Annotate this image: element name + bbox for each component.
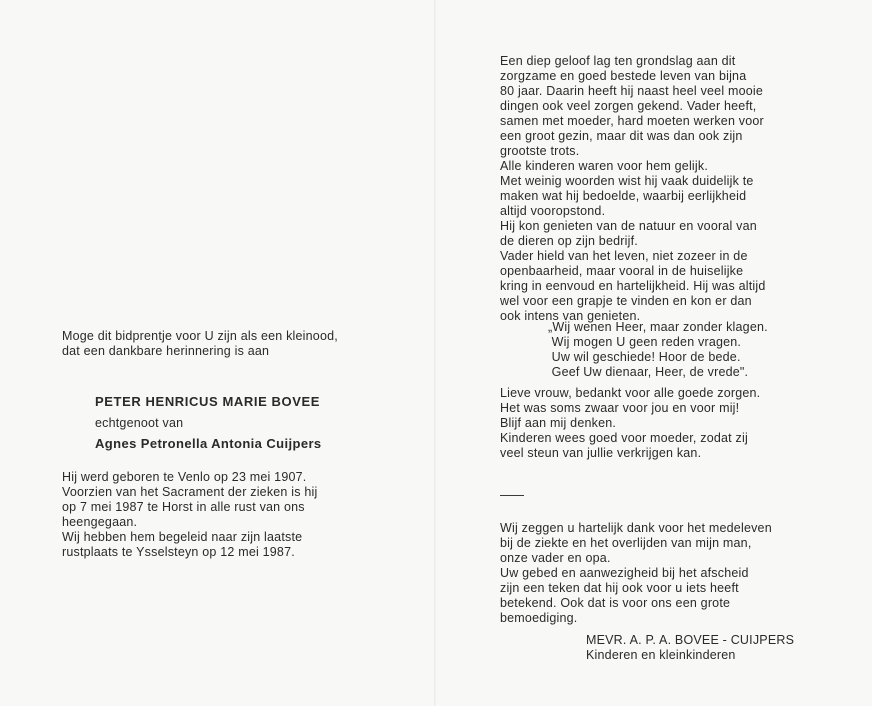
spouse-label: echtgenoot van (95, 416, 184, 430)
right-page (436, 0, 872, 706)
biography-text: Hij werd geboren te Venlo op 23 mei 1907. Voorzien van het Sacrament der zieken is hij op 7 mei 1987 te Horst in alle rust van ons heengegaan. Wij hebben hem begeleid naar zijn laatste rustplaats te Ysselsteyn op 12 mei 1987. (62, 470, 318, 559)
spouse-name: Agnes Petronella Antonia Cuijpers (95, 436, 322, 451)
deceased-name: PETER HENRICUS MARIE BOVEE (95, 394, 321, 409)
thanks-text: Wij zeggen u hartelijk dank voor het medeleven bij de ziekte en het overlijden van mijn man, onze vader en opa. Uw gebed en aanwezigheid bij het afscheid zijn een teken dat hij ook voor u iets heeft betekend. Ook dat is voor ons een grote bemoediging. (500, 521, 772, 625)
tribute-text: Een diep geloof lag ten grondslag aan dit zorgzame en goed bestede leven van bijna 80 jaar. Daarin heeft hij naast heel veel mooie dingen ook veel zorgen gekend. Vader heeft, samen met moeder, hard moeten werken voor een groot gezin, maar dit was dan ook zijn grootste trots. Alle kinderen waren voor hem gelijk. Met weinig woorden wist hij vaak duidelijk te maken wat hij bedoelde, waarbij eerlijkheid altijd vooropstond. Hij kon genieten van de natuur en vooral van de dieren op zijn bedrijf. Vader hield van het leven, niet zozeer in de openbaarheid, maar vooral in de huiselijke kring in eenvoud en hartelijkheid. Hij was altijd wel voor een grapje te vinden en kon er dan ook intens van genieten. (500, 54, 766, 323)
signature: MEVR. A. P. A. BOVEE - CUIJPERS Kinderen en kleinkinderen (586, 633, 795, 662)
separator-line (500, 495, 524, 496)
left-page (0, 0, 434, 706)
closing-words: Lieve vrouw, bedankt voor alle goede zorgen. Het was soms zwaar voor jou en voor mij! Blijf aan mij denken. Kinderen wees goed voor moeder, zodat zij veel steun van jullie verkrijgen kan. (500, 386, 761, 460)
intro-text: Moge dit bidprentje voor U zijn als een kleinood, dat een dankbare herinnering is aan (62, 329, 338, 358)
prayer-verse: „Wij wenen Heer, maar zonder klagen. Wij mogen U geen reden vragen. Uw wil geschiede! Hoor de bede. Geef Uw dienaar, Heer, de vrede". (548, 320, 768, 379)
